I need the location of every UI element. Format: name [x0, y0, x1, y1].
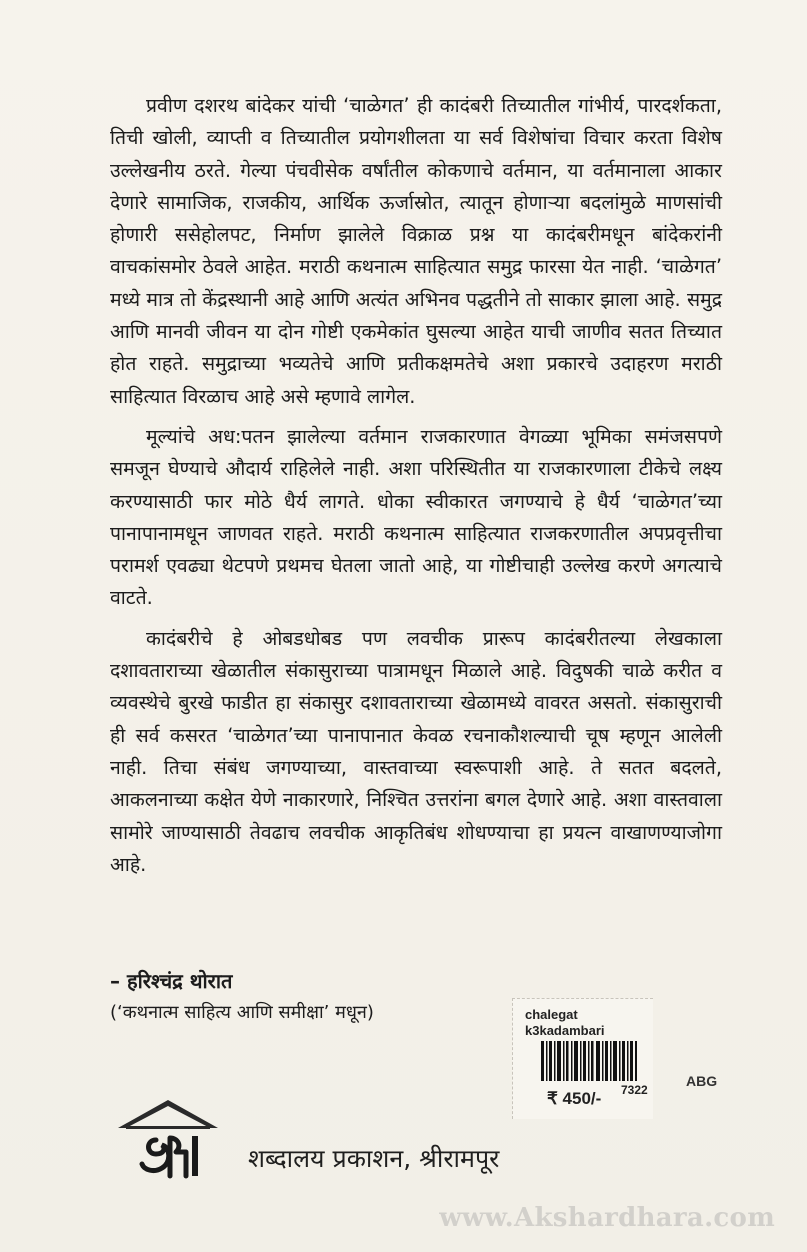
blurb-paragraph-3: कादंबरीचे हे ओबडधोबड पण लवचीक प्रारूप कादंबरीतल्या लेखकाला दशावताराच्या खेळातील संकासुराच्या पात्रामधून मिळाले आहे. विदुषकी चाळे करीत व व्यवस्थेचे बुरखे फाडीत हा संकासुर दशावताराच्या खेळामध्ये वावरत असतो. संकासुराची ही सर्व कसरत ‘चाळेगत’च्या पानापानात केवळ रचनाकौशल्याची चूष म्हणून आलेली नाही. तिचा संबंध जगण्याच्या, वास्तवाच्या स्वरूपाशी आहे. ते सतत बदलते, आकलनाच्या कक्षेत येणे नाकारणारे, निश्चित उत्तरांना बगल देणारे आहे. अशा वास्तवाला सामोरे जाण्यासाठी तेवढाच लवचीक आकृतिबंध शोधण्याचा हा प्रयत्न वाखाणण्याजोगा आहे. — [110, 626, 722, 876]
price-label: ₹ 450/- — [547, 1089, 602, 1108]
abg-label: ABG — [686, 1073, 718, 1089]
sticker-title: chalegat — [525, 1007, 578, 1022]
watermark: www.Akshardhara.com — [439, 1203, 775, 1233]
author-name: – हरिश्चंद्र थोरात — [110, 969, 233, 993]
price-sticker — [512, 998, 653, 1119]
barcode-icon — [541, 1041, 637, 1081]
author-source: (‘कथनात्म साहित्य आणि समीक्षा’ मधून) — [110, 1002, 374, 1023]
blurb-paragraph-1: प्रवीण दशरथ बांदेकर यांची ‘चाळेगत’ ही कादंबरी तिच्यातील गांभीर्य, पारदर्शकता, तिची खोली, व्याप्ती व तिच्यातील प्रयोगशीलता या सर्व विशेषांचा विचार करता विशेष उल्लेखनीय ठरते. गेल्या पंचवीसेक वर्षांतील कोकणाचे वर्तमान, या वर्तमानाला आकार देणारे सामाजिक, राजकीय, आर्थिक ऊर्जास्रोत, त्यातून होणाऱ्या बदलांमुळे माणसांची होणारी ससेहोलपट, निर्माण झालेले विक्राळ प्रश्न या कादंबरीमधून बांदेकरांनी वाचकांसमोर ठेवले आहेत. मराठी कथनात्म साहित्यात समुद्र फारसा येत नाही. ‘चाळेगत’ मध्ये मात्र तो केंद्रस्थानी आहे आणि अत्यंत अभिनव पद्धतीने तो साकार झाला आहे. समुद्र आणि मानवी जीवन या दोन गोष्टी एकमेकांत घुसल्या आहेत याची जाणीव सतत तिच्यात होत राहते. समुद्राच्या भव्यतेचे आणि प्रतीकक्षमतेचे अशा प्रकारचे उदाहरण मराठी साहित्यात विरळाच आहे असे म्हणावे लागेल. — [110, 94, 722, 408]
blurb-paragraph-2: मूल्यांचे अध:पतन झालेल्या वर्तमान राजकारणात वेगळ्या भूमिका समंजसपणे समजून घेण्याचे औदार्य राहिलेले नाही. अशा परिस्थितीत या राजकारणाला टीकेचे लक्ष्य करण्यासाठी फार मोठे धैर्य लागते. धोका स्वीकारत जगण्याचे हे धैर्य ‘चाळेगत’च्या पानापानामधून जाणवत राहते. मराठी कथनात्म साहित्यात राजकरणातील अपप्रवृत्तीचा परामर्श एवढ्या थेटपणे प्रथमच घेतला जातो आहे, या गोष्टीचाही उल्लेख करणे अगत्याचे वाटते. — [110, 424, 722, 610]
stock-code: 7322 — [621, 1083, 648, 1097]
attribution — [110, 966, 530, 1028]
blurb-text — [110, 90, 722, 889]
house-roof-shabdalay-logo-icon — [116, 1098, 220, 1184]
sticker-category: k3kadambari — [525, 1023, 605, 1038]
publisher-name: शब्दालय प्रकाशन, श्रीरामपूर — [248, 1144, 500, 1173]
